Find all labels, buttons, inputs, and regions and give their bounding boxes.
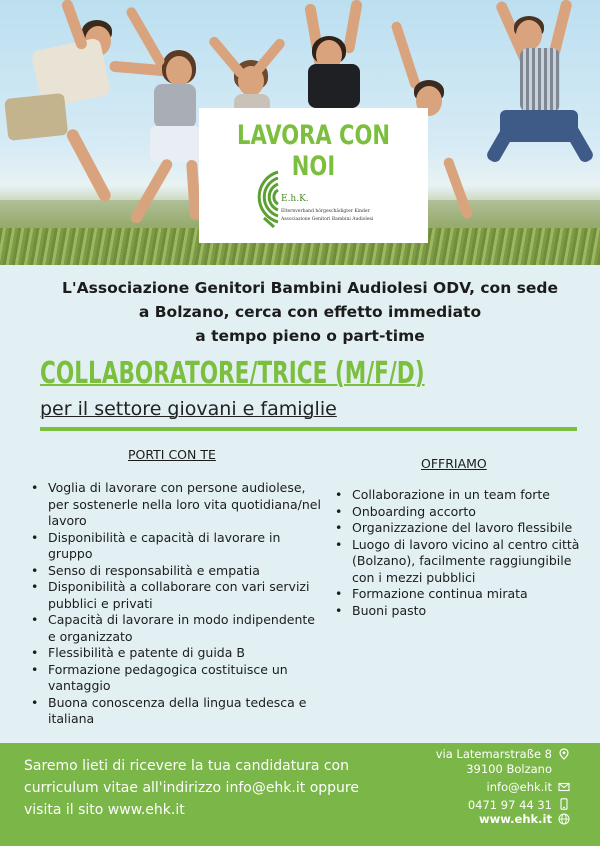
list-item: • Voglia di lavorare con persone audiolese, per sostenerle nella loro vita quotidiana/nel lavoro	[26, 480, 326, 530]
logo-abbreviation: E.h.K.	[281, 194, 309, 204]
job-title: COLLABORATORE/TRICE (M/F/D)	[40, 356, 425, 391]
location-pin-icon	[558, 748, 570, 760]
list-item: • Collaborazione in un team forte	[330, 487, 592, 504]
footer-message: Saremo lieti di ricevere la tua candidatura con curriculum vitae all'indirizzo info@ehk.it oppure visita il sito www.ehk.it	[24, 758, 359, 818]
logo-card	[199, 108, 428, 243]
intro-line: a Bolzano, cerca con effetto immediato	[138, 303, 482, 321]
intro-line: L'Associazione Genitori Bambini Audiolesi ODV, con sede	[62, 279, 558, 297]
list-item: • Luogo di lavoro vicino al centro città (Bolzano), facilmente raggiungibile con i mezzi pubblici	[330, 537, 592, 587]
offer-heading: OFFRIAMO	[421, 456, 487, 471]
envelope-icon	[558, 781, 570, 793]
logo-title: LAVORA CON NOI	[237, 120, 390, 182]
logo-german-name: Elternverband hörgeschädigter Kinder	[281, 209, 370, 214]
list-item: • Buoni pasto	[330, 603, 592, 620]
address-line: via Latemarstraße 8	[435, 747, 552, 761]
list-item: • Buona conoscenza della lingua tedesca e italiana	[26, 695, 326, 728]
phone-number[interactable]: 0471 97 44 31	[467, 798, 552, 812]
requirements-heading: PORTI CON TE	[128, 447, 216, 462]
email-link[interactable]: info@ehk.it	[486, 780, 552, 794]
job-subtitle: per il settore giovani e famiglie	[40, 398, 337, 420]
hero-photo	[0, 0, 600, 265]
list-item: • Disponibilità a collaborare con vari servizi pubblici e privati	[26, 579, 326, 612]
jumping-person	[290, 0, 390, 120]
list-item: • Formazione continua mirata	[330, 586, 592, 603]
section-divider	[40, 427, 577, 431]
phone-icon	[558, 798, 570, 810]
list-item: • Flessibilità e patente di guida B	[26, 645, 326, 662]
ear-waves-icon	[242, 166, 282, 228]
list-item: • Organizzazione del lavoro flessibile	[330, 520, 592, 537]
list-item: • Capacità di lavorare in modo indipendente e organizzato	[26, 612, 326, 645]
globe-icon	[558, 813, 570, 825]
list-item: • Formazione pedagogica costituisce un vantaggio	[26, 662, 326, 695]
requirements-list	[26, 480, 326, 728]
address-line: 39100 Bolzano	[466, 762, 552, 776]
jumping-person	[200, 0, 290, 120]
intro-text	[40, 276, 580, 348]
footer	[0, 743, 600, 846]
website-link[interactable]: www.ehk.it	[479, 812, 552, 826]
offer-list	[330, 487, 592, 619]
jumping-person	[480, 0, 600, 200]
intro-line: a tempo pieno o part-time	[195, 327, 425, 345]
list-item: • Senso di responsabilità e empatia	[26, 563, 326, 580]
logo-italian-name: Associazione Genitori Bambini Audiolesi	[281, 217, 374, 222]
list-item: • Disponibilità e capacità di lavorare in gruppo	[26, 530, 326, 563]
list-item: • Onboarding accorto	[330, 504, 592, 521]
